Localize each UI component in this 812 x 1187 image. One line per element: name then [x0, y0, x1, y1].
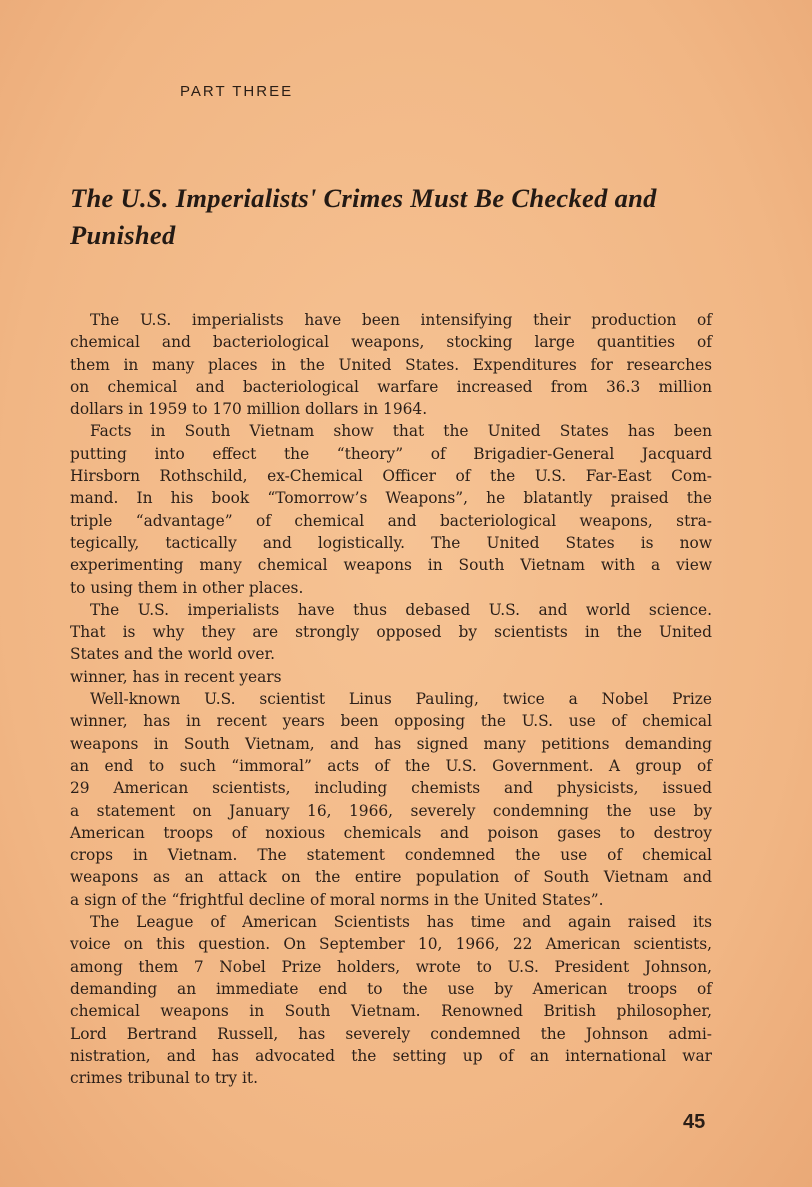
text-line: putting into effect the “theory” of Brigadier-General Jacquard	[70, 444, 712, 463]
text-line: tegically, tactically and logistically. The United States is now	[70, 533, 712, 552]
text-line: an end to such “immoral” acts of the U.S. Government. A group of	[70, 756, 712, 775]
text-line: triple “advantage” of chemical and bacteriological weapons, stra-	[70, 511, 712, 530]
text-line: Lord Bertrand Russell, has severely condemned the Johnson admi-	[70, 1024, 712, 1043]
text-line: nistration, and has advocated the setting up of an international war	[70, 1046, 712, 1065]
text-line: chemical and bacteriological weapons, stocking large quantities of	[70, 333, 712, 352]
text-line: Facts in South Vietnam show that the United States has been	[90, 422, 712, 441]
text-line: winner, has in recent years been opposing the U.S. use of chemical	[70, 712, 712, 731]
text-line: crops in Vietnam. The statement condemned the use of chemical	[70, 846, 712, 865]
text-line: American troops of noxious chemicals and poison gases to destroy	[70, 823, 712, 842]
text-line: States and the world over.	[70, 645, 276, 664]
text-line: dollars in 1959 to 170 million dollars in 1964.	[70, 400, 428, 419]
page-number: 45	[683, 1111, 706, 1133]
text-line: crimes tribunal to try it.	[70, 1069, 258, 1088]
text-line: The League of American Scientists has time and again raised its	[90, 913, 712, 932]
body-text	[70, 309, 712, 1089]
text-line: 29 American scientists, including chemists and physicists, issued	[70, 779, 712, 798]
text-line: demanding an immediate end to the use by American troops of	[70, 979, 712, 998]
text-line: weapons in South Vietnam, and has signed many petitions demanding	[70, 734, 712, 753]
part-label: PART THREE	[180, 83, 294, 100]
text-line: Well-known U.S. scientist Linus Pauling, twice a Nobel Prize	[90, 690, 712, 709]
text-line: chemical weapons in South Vietnam. Renowned British philosopher,	[70, 1002, 712, 1021]
text-line: experimenting many chemical weapons in South Vietnam with a view	[70, 556, 712, 575]
text-line: That is why they are strongly opposed by scientists in the United	[70, 623, 712, 642]
chapter-title: The U.S. Imperialists' Crimes Must Be Checked and Punished	[70, 183, 657, 250]
text-line: to using them in other places.	[70, 578, 304, 597]
text-line: The U.S. imperialists have thus debased U.S. and world science.	[90, 600, 712, 619]
text-line: on chemical and bacteriological warfare increased from 36.3 million	[70, 377, 712, 396]
text-line: The U.S. imperialists have been intensifying their production of	[90, 311, 712, 329]
text-line: weapons as an attack on the entire population of South Vietnam and	[70, 868, 712, 887]
text-line: Hirsborn Rothschild, ex-Chemical Officer of the U.S. Far-East Com-	[70, 467, 712, 486]
text-line: voice on this question. On September 10, 1966, 22 American scientists,	[70, 935, 712, 954]
text-line: winner, has in recent years	[70, 667, 282, 686]
text-line: a statement on January 16, 1966, severely condemning the use by	[70, 801, 712, 820]
text-line: mand. In his book “Tomorrow’s Weapons”, he blatantly praised the	[70, 489, 712, 508]
text-line: them in many places in the United States. Expenditures for researches	[70, 355, 712, 374]
text-line: a sign of the “frightful decline of moral norms in the United States”.	[70, 890, 604, 909]
text-line: among them 7 Nobel Prize holders, wrote to U.S. President Johnson,	[70, 957, 712, 976]
